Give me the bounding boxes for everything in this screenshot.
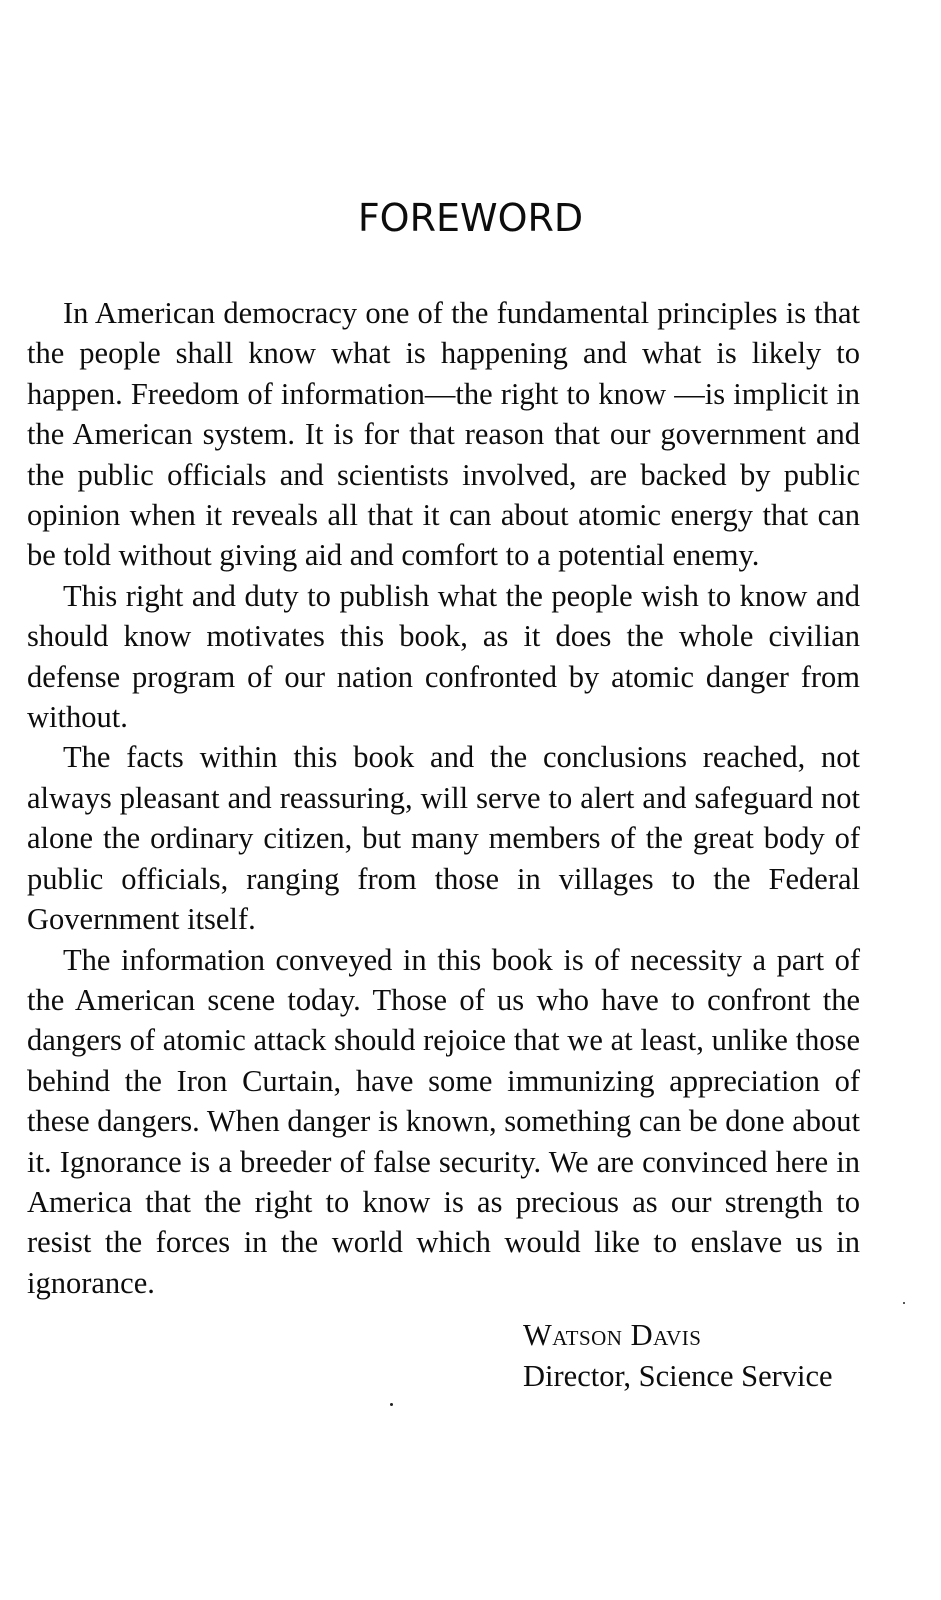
paragraph-1: In American democracy one of the fundamental principles is that the people shall know what is happening and what is likely to happen. Freedom of information—the right to know —is implicit in the American system. It is for that reason that our government and the public officials and scientists involved, are backed by public opinion when it reveals all that it can about atomic energy that can be told without giving aid and comfort to a potential enemy. [27,296,860,573]
paragraph-3: The facts within this book and the conclusions reached, not always pleasant and reassuring, will serve to alert and safeguard not alone the ordinary citizen, but many members of the great body of public officials, ranging from those in villages to the Federal Government itself. [27,740,860,937]
signature-role: Director, Science Service [523,1359,833,1393]
paragraph-2: This right and duty to publish what the people wish to know and should know motivates this book, as it does the whole civilian defense program of our nation confronted by atomic danger from without. [27,578,860,735]
paragraph-4: The information conveyed in this book is of necessity a part of the American scene today. Those of us who have to confront the dangers of atomic attack should rejoice that we at least, unlike those behind the Iron Curtain, have some immunizing appreciation of these dangers. When danger is known, something can be done about it. Ignorance is a breeder of false security. We are convinced here in America that the right to know is as precious as our strength to resist the forces in the world which would like to enslave us in ignorance. [27,942,860,1300]
signature-block [523,1315,863,1397]
signature-name: Watson Davis [523,1318,702,1352]
page-title: FOREWORD [357,196,584,240]
foreword-body [27,293,860,1303]
print-speck [390,1403,393,1406]
print-speck [903,1302,905,1304]
